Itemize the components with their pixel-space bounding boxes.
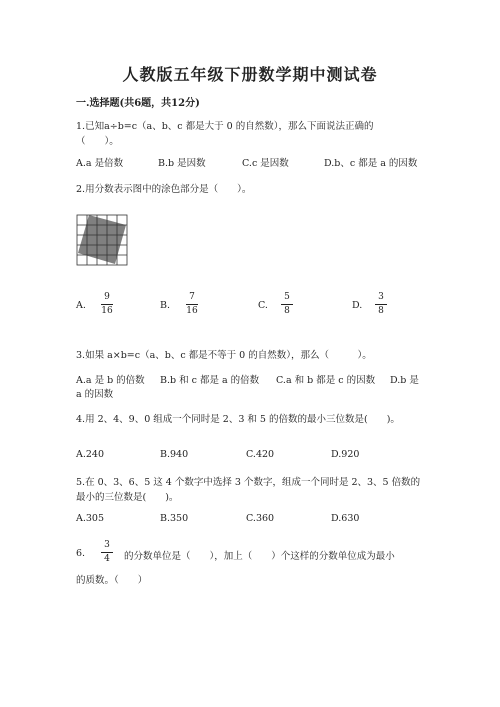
q3-text: 3.如果 a×b=c（a、b、c 都是不等于 0 的自然数），那么（ ）。	[76, 350, 372, 361]
q3-option-a: A.a 是 b 的倍数	[76, 375, 145, 386]
q1-line1: 1.已知a÷b=c（a、b、c 都是大于 0 的自然数），那么下面说法正确的	[76, 121, 374, 132]
q3-option-c: C.a 和 b 都是 c 的因数	[276, 375, 376, 386]
q3-option-d: D.b 是	[390, 375, 419, 386]
q6-line2: 的质数。（ ）	[76, 575, 148, 586]
q2-option-c-fraction	[281, 292, 293, 317]
denominator: 16	[101, 306, 113, 316]
q2-option-a-label: A.	[76, 300, 86, 311]
q2-option-c-label: C.	[258, 300, 268, 311]
q2-option-d-label: D.	[352, 300, 363, 311]
q6-text: 的分数单位是（ ），加上（ ）个这样的分数单位成为最小	[124, 551, 395, 562]
numerator: 5	[284, 292, 290, 302]
denominator: 8	[284, 306, 290, 316]
shaded-grid-figure	[76, 214, 128, 266]
q6-number: 6.	[76, 548, 86, 559]
numerator: 7	[189, 292, 195, 302]
q4-option-d: D.920	[331, 449, 360, 460]
q5-option-d: D.630	[331, 513, 360, 524]
q4-option-a: A.240	[76, 449, 105, 460]
q2-option-d-fraction	[375, 292, 387, 317]
numerator: 3	[104, 540, 110, 550]
denominator: 4	[104, 554, 110, 564]
section-heading: 一.选择题(共6题，共12分)	[76, 98, 200, 109]
page-title: 人教版五年级下册数学期中测试卷	[122, 65, 378, 84]
shaded-square	[78, 215, 126, 264]
q5-option-a: A.305	[76, 513, 105, 524]
q2-option-a-fraction	[101, 292, 113, 317]
q1-option-a: A.a 是倍数	[76, 158, 124, 169]
q1-option-d: D.b、c 都是 a 的因数	[324, 158, 418, 169]
numerator: 9	[104, 292, 110, 302]
q5-line1: 5.在 0、3、6、5 这 4 个数字中选择 3 个数字，组成一个同时是 2、3、5 倍数的	[76, 477, 421, 488]
q4-option-b: B.940	[160, 449, 189, 460]
q3-option-b: B.b 和 c 都是 a 的倍数	[160, 375, 260, 386]
q4-option-c: C.420	[246, 449, 275, 460]
q1-line2: （ ）。	[76, 136, 119, 147]
q2-option-b-fraction	[186, 292, 198, 317]
q1-option-b: B.b 是因数	[158, 158, 206, 169]
denominator: 16	[186, 306, 198, 316]
q5-line2: 最小的三位数是( )。	[76, 492, 179, 503]
denominator: 8	[378, 306, 384, 316]
q1-option-c: C.c 是因数	[242, 158, 289, 169]
q5-option-c: C.360	[246, 513, 275, 524]
q5-option-b: B.350	[160, 513, 189, 524]
q3-option-d-wrap: a 的因数	[76, 389, 114, 400]
q2-option-b-label: B.	[160, 300, 171, 311]
q6-fraction	[101, 540, 113, 565]
q2-text: 2.用分数表示图中的涂色部分是（ ）。	[76, 184, 252, 195]
numerator: 3	[378, 292, 384, 302]
q4-text: 4.用 2、4、9、0 组成一个同时是 2、3 和 5 的倍数的最小三位数是( )。	[76, 414, 400, 425]
